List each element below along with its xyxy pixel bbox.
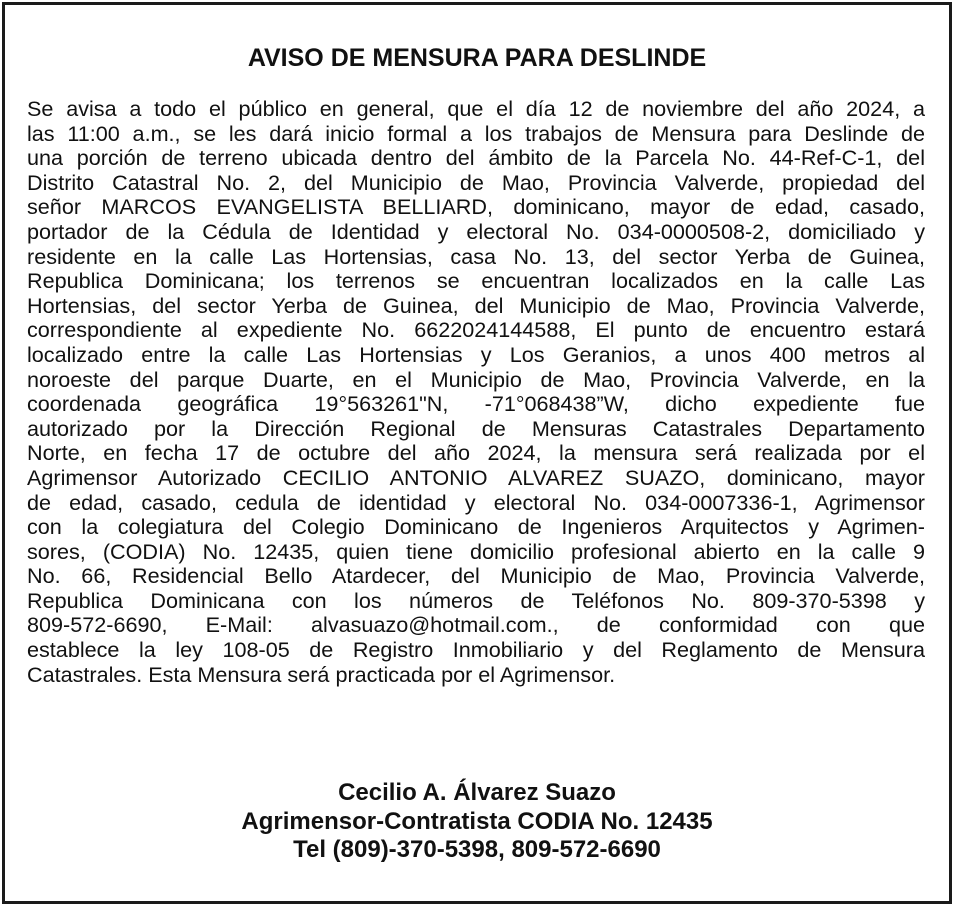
body-line: Republica Dominicana con los números de Teléfonos No. 809-370-5398 y — [27, 587, 925, 613]
body-line: portador de la Cédula de Identidad y electoral No. 034-0000508-2, domiciliado y — [27, 218, 925, 244]
notice-title: AVISO DE MENSURA PARA DESLINDE — [247, 44, 707, 72]
signatory-name: Cecilio A. Álvarez Suazo — [338, 779, 616, 806]
signature-block — [5, 779, 949, 865]
body-line: Se avisa a todo el público en general, que el día 12 de noviembre del año 2024, a — [27, 96, 925, 121]
body-line: localizado entre la calle Las Hortensias y Los Geranios, a unos 400 metros al — [27, 341, 925, 367]
body-line: autorizado por la Dirección Regional de Mensuras Catastrales Departamento — [27, 415, 925, 441]
body-line: coordenada geográfica 19°563261"N, -71°068438”W, dicho expediente fue — [27, 391, 925, 417]
body-line: No. 66, Residencial Bello Atardecer, del Municipio de Mao, Provincia Valverde, — [27, 563, 925, 589]
body-line: correspondiente al expediente No. 6622024144588, El punto de encuentro estará — [27, 317, 925, 343]
body-line: una porción de terreno ubicada dentro del ámbito de la Parcela No. 44-Ref-C-1, del — [27, 145, 925, 171]
body-line: las 11:00 a.m., se les dará inicio formal a los trabajos de Mensura para Deslinde de — [27, 120, 925, 146]
notice-body — [27, 97, 925, 687]
body-line: Republica Dominicana; los terrenos se encuentran localizados en la calle Las — [27, 268, 925, 294]
body-line: Distrito Catastral No. 2, del Municipio de Mao, Provincia Valverde, propiedad del — [27, 169, 925, 195]
body-line: Agrimensor Autorizado CECILIO ANTONIO ALVAREZ SUAZO, dominicano, mayor — [27, 464, 925, 490]
body-line: 809-572-6690, E-Mail: alvasuazo@hotmail.com., de conformidad con que — [27, 612, 925, 638]
body-line: sores, (CODIA) No. 12435, quien tiene domicilio profesional abierto en la calle 9 — [27, 538, 925, 564]
signatory-role: Agrimensor-Contratista CODIA No. 12435 — [241, 807, 713, 835]
signatory-phone: Tel (809)-370-5398, 809-572-6690 — [293, 836, 661, 863]
body-line: Catastrales. Esta Mensura será practicada por el Agrimensor. — [27, 661, 616, 687]
notice-frame — [2, 2, 952, 904]
body-line: noroeste del parque Duarte, en el Municipio de Mao, Provincia Valverde, en la — [27, 366, 925, 392]
body-line: señor MARCOS EVANGELISTA BELLIARD, dominicano, mayor de edad, casado, — [27, 194, 925, 220]
body-line: con la colegiatura del Colegio Dominicano de Ingenieros Arquitectos y Agrimen- — [27, 514, 925, 540]
body-line: establece la ley 108-05 de Registro Inmobiliario y del Reglamento de Mensura — [27, 637, 925, 663]
body-line: residente en la calle Las Hortensias, casa No. 13, del sector Yerba de Guinea, — [27, 243, 925, 269]
body-line: Norte, en fecha 17 de octubre del año 2024, la mensura será realizada por el — [27, 440, 925, 466]
body-line: Hortensias, del sector Yerba de Guinea, del Municipio de Mao, Provincia Valverde, — [27, 292, 925, 318]
body-line: de edad, casado, cedula de identidad y electoral No. 034-0007336-1, Agrimensor — [27, 489, 925, 515]
